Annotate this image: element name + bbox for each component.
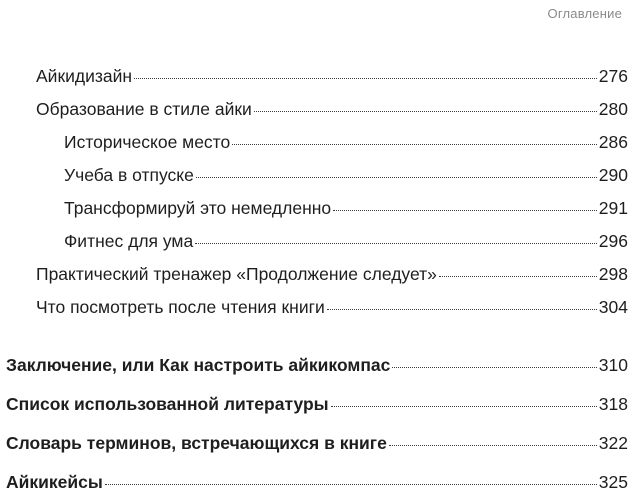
toc-entry-title: Фитнес для ума xyxy=(64,231,194,251)
toc-entry-title: Историческое место xyxy=(64,132,231,152)
toc-entry[interactable] xyxy=(64,198,628,219)
running-head: Оглавление xyxy=(547,6,622,21)
dot-leader xyxy=(105,484,597,485)
dot-leader xyxy=(196,177,597,178)
dot-leader xyxy=(331,406,597,407)
toc-chapter[interactable] xyxy=(6,433,628,454)
dot-leader xyxy=(389,445,597,446)
toc-chapter-page: 310 xyxy=(598,355,628,375)
toc-entry-page: 291 xyxy=(598,198,628,218)
toc-entry-page: 304 xyxy=(598,297,628,317)
toc-entry-page: 276 xyxy=(598,66,628,86)
toc-entry-page: 286 xyxy=(598,132,628,152)
dot-leader xyxy=(333,210,597,211)
toc-entry-title: Практический тренажер «Продолжение следует» xyxy=(36,264,437,284)
toc-entry-page: 280 xyxy=(598,99,628,119)
toc-chapter-title: Айкикейсы xyxy=(6,472,103,492)
toc-entry[interactable] xyxy=(64,132,628,153)
toc-entry-page: 296 xyxy=(598,231,628,251)
toc-entry-title: Айкидизайн xyxy=(36,66,133,86)
toc-chapter-page: 325 xyxy=(598,472,628,492)
toc-chapter-title: Заключение, или Как настроить айкикомпас xyxy=(6,355,391,375)
dot-leader xyxy=(439,276,597,277)
toc-chapter-page: 322 xyxy=(598,433,628,453)
toc-chapter[interactable] xyxy=(6,355,628,376)
toc-chapter-page: 318 xyxy=(598,394,628,414)
toc-entry[interactable] xyxy=(36,297,628,318)
dot-leader xyxy=(327,309,597,310)
dot-leader xyxy=(392,367,596,368)
dot-leader xyxy=(232,144,597,145)
toc-entry[interactable] xyxy=(64,165,628,186)
toc-entry[interactable] xyxy=(36,66,628,87)
toc-chapter[interactable] xyxy=(6,472,628,493)
toc-entry-page: 298 xyxy=(598,264,628,284)
toc-entry-title: Учеба в отпуске xyxy=(64,165,194,185)
toc-entry-title: Трансформируй это немедленно xyxy=(64,198,332,218)
dot-leader xyxy=(134,78,597,79)
toc-entry[interactable] xyxy=(36,99,628,120)
toc-entry[interactable] xyxy=(36,264,628,285)
dot-leader xyxy=(254,111,597,112)
toc-entry-page: 290 xyxy=(598,165,628,185)
toc-entry[interactable] xyxy=(64,231,628,252)
toc-chapter-title: Словарь терминов, встречающихся в книге xyxy=(6,433,387,453)
toc-chapter[interactable] xyxy=(6,394,628,415)
toc-entry-title: Что посмотреть после чтения книги xyxy=(36,297,325,317)
toc-entry-title: Образование в стиле айки xyxy=(36,99,252,119)
dot-leader xyxy=(195,243,597,244)
toc-chapter-title: Список использованной литературы xyxy=(6,394,329,414)
